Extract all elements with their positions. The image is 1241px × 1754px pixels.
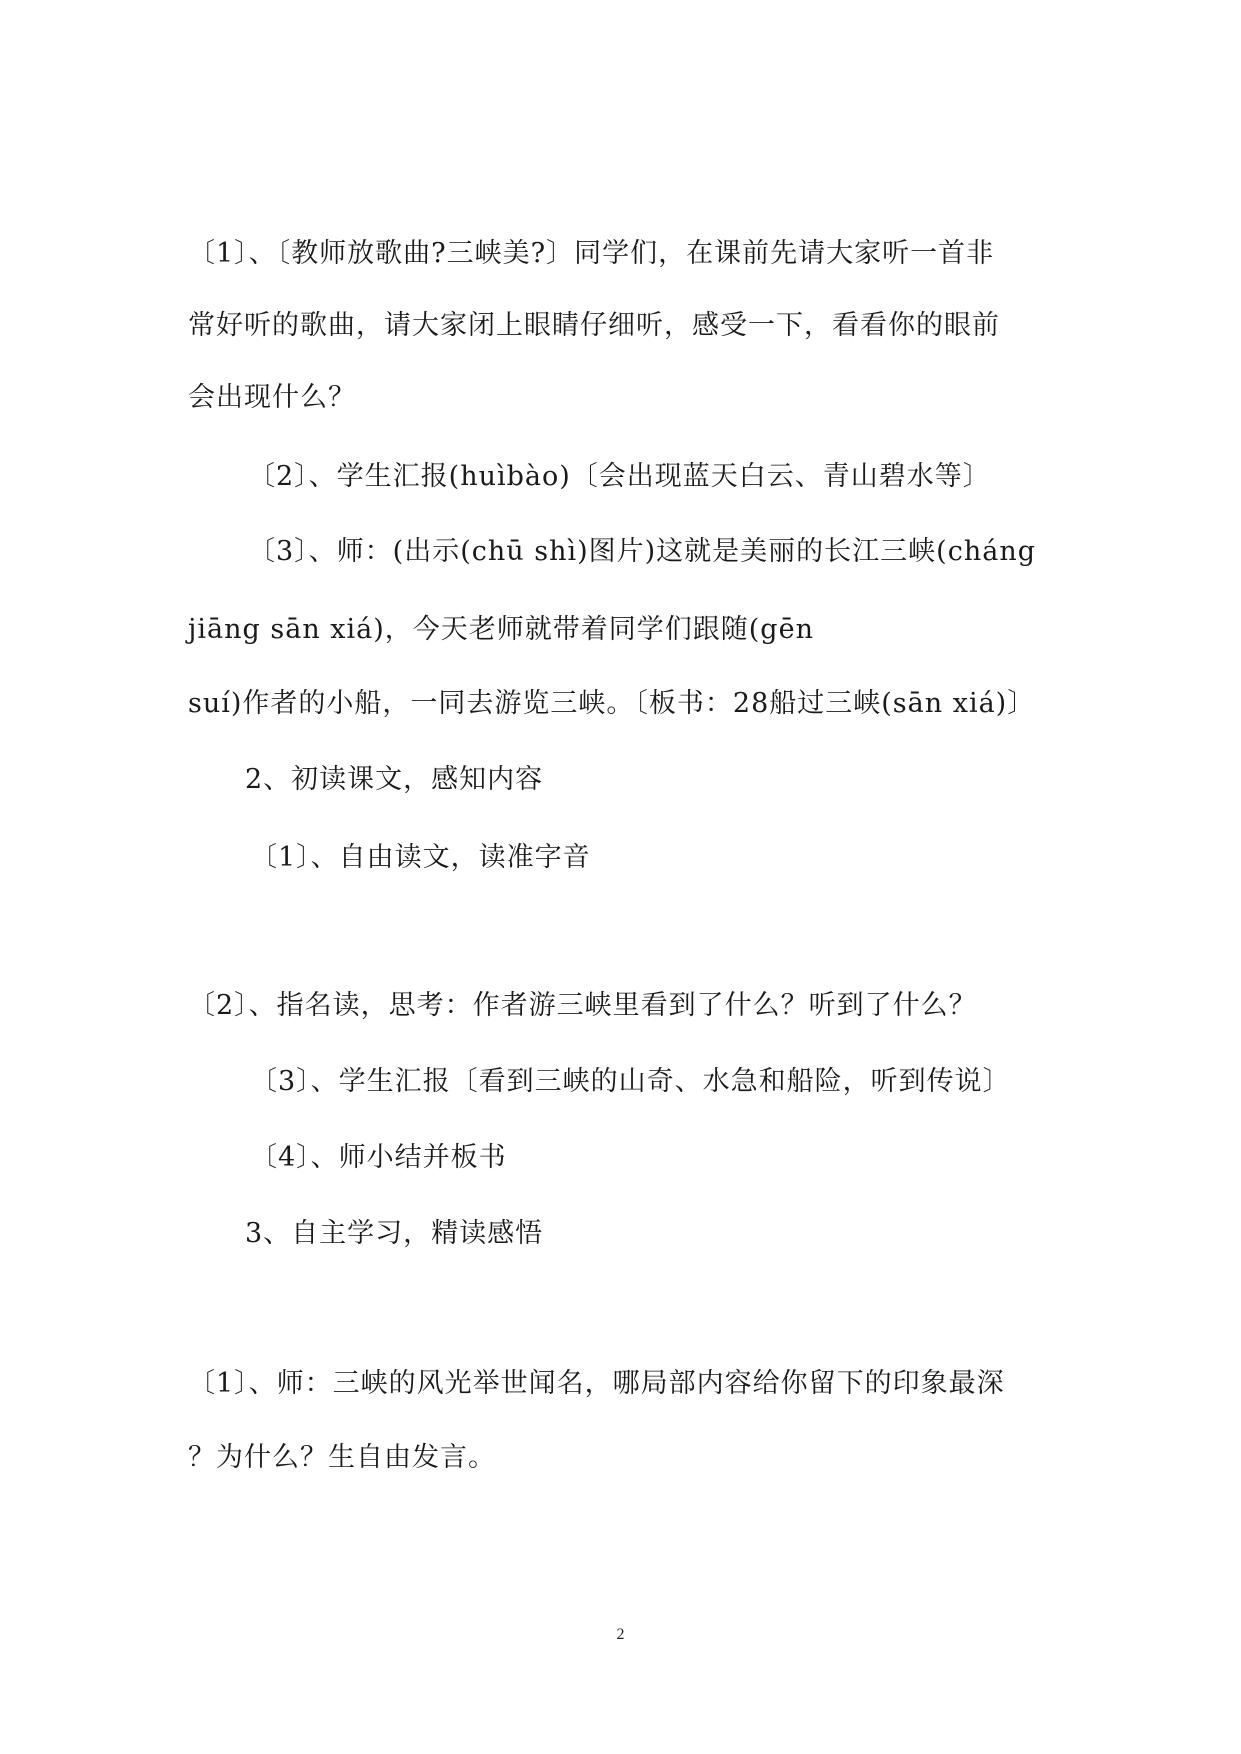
paragraph-line-6: jiāng sān xiá)，今天老师就带着同学们跟随(gēn [188,614,814,645]
paragraph-line-9: 〔1〕、自由读文，读准字音 [250,842,591,873]
paragraph-line-15: ？为什么？生自由发言。 [188,1442,496,1473]
paragraph-line-12: 〔4〕、师小结并板书 [250,1142,507,1173]
paragraph-line-3: 会出现什么？ [188,382,356,413]
section-heading-3: 3、自主学习，精读感悟 [245,1218,544,1249]
paragraph-line-14: 〔1〕、师：三峡的风光举世闻名，哪局部内容给你留下的印象最深 [188,1368,1005,1399]
paragraph-line-4: 〔2〕、学生汇报(huìbào)〔会出现蓝天白云、青山碧水等〕 [248,461,991,492]
page-number: 2 [616,1626,625,1643]
paragraph-line-5: 〔3〕、师：(出示(chū shì)图片)这就是美丽的长江三峡(cháng [248,536,1036,567]
section-heading-2: 2、初读课文，感知内容 [245,764,544,795]
paragraph-line-7: suí)作者的小船，一同去游览三峡。〔板书：28船过三峡(sān xiá)〕 [188,688,1036,719]
paragraph-line-11: 〔3〕、学生汇报〔看到三峡的山奇、水急和船险，听到传说〕 [250,1066,1011,1097]
paragraph-line-10: 〔2〕、指名读，思考：作者游三峡里看到了什么？听到了什么？ [188,990,977,1021]
paragraph-line-2: 常好听的歌曲，请大家闭上眼睛仔细听，感受一下，看看你的眼前 [188,310,1000,341]
paragraph-line-1: 〔1〕、〔教师放歌曲?三峡美?〕同学们，在课前先请大家听一首非 [188,238,995,269]
